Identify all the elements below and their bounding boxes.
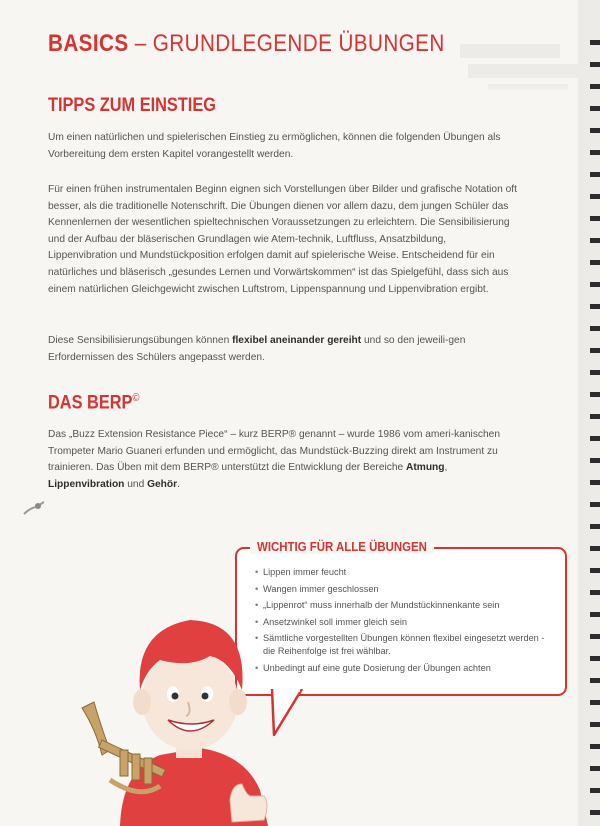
berp-title-text: DAS BERP (48, 392, 133, 414)
tips-paragraph-3 (48, 333, 518, 366)
list-item: • „Lippenrot“ muss innerhalb der Mundstückinnenkante sein (255, 599, 555, 612)
page-title (48, 30, 445, 58)
tips-paragraph-3-end: und so den jeweili-gen Erfordernissen des Schülers angepasst werden. (48, 335, 466, 363)
berp-separator-2: und (124, 478, 148, 490)
boy-with-trumpet-illustration (80, 590, 310, 826)
berp-title-mark: © (132, 392, 140, 404)
tips-paragraph-2: Für einen frühen instrumentalen Beginn eignen sich Vorstellungen über Bilder und grafische Notation oft besser, als die traditionelle Notenschrift. Die Übungen dienen vor allem dazu, dem jungen Schüler das Kennenlernen der wesentlichen spieltechnischen Voraussetzungen zu erleichtern. Die Sensibilisierung und der Aufbau der bläserischen Grundlagen wie Atem-technik, Luftfluss, Ansatzbildung, Lippenvibration und Mundstückposition erfolgen damit auf spielerische Weise. Entscheidend für ein natürliches und bläserisch „gesundes Lernen und Vorwärtskommen“ ist das Spielgefühl, dass sich aus einem natürlichen Gleichgewicht zwischen Luftstrom, Lippenspannung und Lippenvibration ergibt. (48, 184, 517, 295)
list-item: • Lippen immer feucht (255, 566, 555, 579)
page-title-rest: – GRUNDLEGENDE ÜBUNGEN (128, 30, 445, 57)
berp-paragraph (48, 427, 518, 493)
berp-bold-breathing: Atmung (406, 462, 445, 474)
pen-mark-icon (22, 498, 48, 518)
berp-paragraph-end: . (177, 478, 180, 490)
berp-paragraph-text: Das „Buzz Extension Resistance Piece“ – kurz BERP® genannt – wurde 1986 vom ameri-kanischen Trompeter Mario Guaneri erfunden und ermöglicht, das Mundstück-Buzzing direkt am Instrument zu trainieren. Das Üben mit dem BERP® unterstützt die Entwicklung der Bereiche (48, 429, 501, 474)
list-item: • Unbedingt auf eine gute Dosierung der Übungen achten (255, 662, 555, 675)
section-title-tips: TIPPS ZUM EINSTIEG (48, 95, 216, 116)
bleed-through-decoration (458, 40, 588, 100)
spiral-binding (578, 0, 600, 826)
section-title-berp (48, 392, 139, 414)
list-item: • Ansetzwinkel soll immer gleich sein (255, 616, 555, 629)
list-item: • Sämtliche vorgestellten Übungen können flexibel eingesetzt werden - die Reihenfolge ist frei wählbar. (255, 632, 555, 658)
berp-bold-lip-vibration: Lippenvibration (48, 478, 125, 490)
page-title-bold: BASICS (48, 30, 129, 57)
tips-paragraph-3-bold: flexibel aneinander gereiht (232, 335, 362, 346)
berp-separator-1: , (444, 462, 448, 474)
tip-box-title: WICHTIG FÜR ALLE ÜBUNGEN (250, 539, 434, 554)
tips-paragraph-1: Um einen natürlichen und spielerischen Einstieg zu ermöglichen, können die folgenden Übungen als Vorbereitung dem ersten Kapitel vorangestellt werden. (48, 132, 501, 160)
berp-bold-hearing: Gehör (147, 478, 178, 490)
tips-paragraph-3-start: Diese Sensibilisierungsübungen können (48, 335, 233, 346)
list-item: • Wangen immer geschlossen (255, 583, 555, 596)
